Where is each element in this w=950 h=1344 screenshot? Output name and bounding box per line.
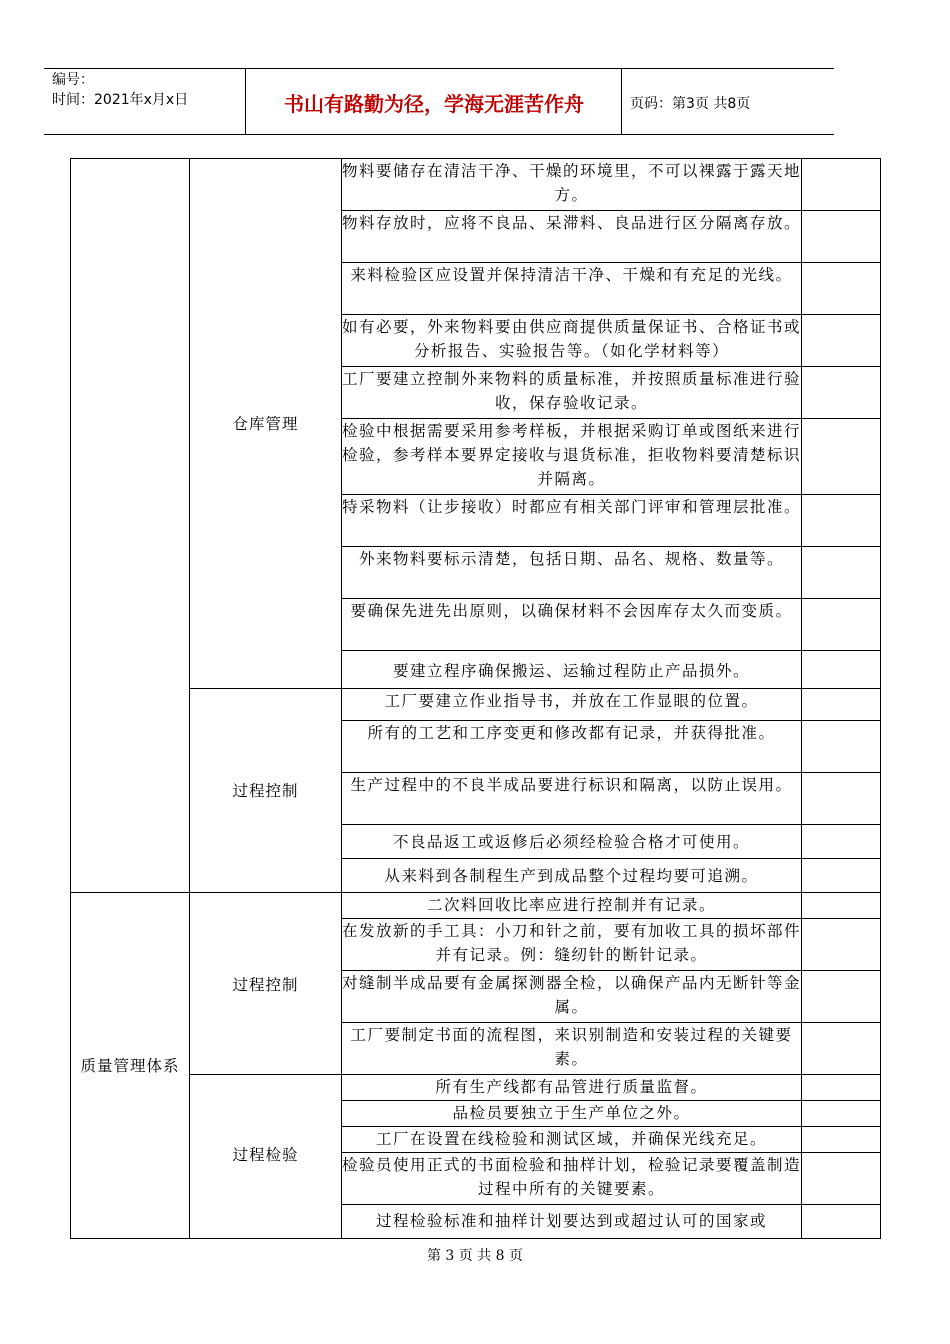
table-row bbox=[71, 689, 881, 721]
checklist-item: 检验中根据需要采用参考样板，并根据采购订单或图纸来进行检验，参考样本要界定接收与退货标准，拒收物料要清楚标识并隔离。 bbox=[342, 419, 802, 495]
quality-checklist-table bbox=[70, 158, 881, 1239]
header-page-number: 页码：第3页 共8页 bbox=[630, 96, 751, 112]
remark-cell bbox=[802, 367, 881, 419]
checklist-item: 在发放新的手工具：小刀和针之前，要有加收工具的损坏部件并有记录。例：缝纫针的断针记录。 bbox=[342, 919, 802, 971]
checklist-item: 物料要储存在清洁干净、干燥的环境里，不可以裸露于露天地方。 bbox=[342, 159, 802, 211]
checklist-item: 检验员使用正式的书面检验和抽样计划，检验记录要覆盖制造过程中所有的关键要素。 bbox=[342, 1153, 802, 1205]
section-label-warehouse: 仓库管理 bbox=[190, 159, 342, 689]
remark-cell bbox=[802, 651, 881, 689]
header-bottom-rule bbox=[44, 134, 834, 135]
section-label-process-inspection: 过程检验 bbox=[190, 1075, 342, 1239]
remark-cell bbox=[802, 159, 881, 211]
remark-cell bbox=[802, 1023, 881, 1075]
checklist-item: 对缝制半成品要有金属探测器全检，以确保产品内无断针等金属。 bbox=[342, 971, 802, 1023]
checklist-item: 物料存放时，应将不良品、呆滞料、良品进行区分隔离存放。 bbox=[342, 211, 802, 263]
remark-cell bbox=[802, 547, 881, 599]
remark-cell bbox=[802, 721, 881, 773]
checklist-item: 二次料回收比率应进行控制并有记录。 bbox=[342, 893, 802, 919]
checklist-item: 来料检验区应设置并保持清洁干净、干燥和有充足的光线。 bbox=[342, 263, 802, 315]
checklist-item: 品检员要独立于生产单位之外。 bbox=[342, 1101, 802, 1127]
header-top-rule bbox=[44, 68, 834, 69]
remark-cell bbox=[802, 495, 881, 547]
checklist-item: 外来物料要标示清楚，包括日期、品名、规格、数量等。 bbox=[342, 547, 802, 599]
document-number-label: 编号： bbox=[52, 72, 94, 88]
checklist-item: 工厂在设置在线检验和测试区域，并确保光线充足。 bbox=[342, 1127, 802, 1153]
category-cell bbox=[71, 159, 190, 893]
header-slogan: 书山有路勤为径，学海无涯苦作舟 bbox=[284, 92, 584, 116]
checklist-item: 过程检验标准和抽样计划要达到或超过认可的国家或 bbox=[342, 1205, 802, 1239]
remark-cell bbox=[802, 211, 881, 263]
section-label-process-control: 过程控制 bbox=[190, 689, 342, 893]
checklist-item: 工厂要制定书面的流程图，来识别制造和安装过程的关键要素。 bbox=[342, 1023, 802, 1075]
table-row bbox=[71, 159, 881, 211]
checklist-item: 从来料到各制程生产到成品整个过程均要可追溯。 bbox=[342, 859, 802, 893]
remark-cell bbox=[802, 825, 881, 859]
checklist-item: 所有的工艺和工序变更和修改都有记录，并获得批准。 bbox=[342, 721, 802, 773]
checklist-item: 不良品返工或返修后必须经检验合格才可使用。 bbox=[342, 825, 802, 859]
remark-cell bbox=[802, 1101, 881, 1127]
checklist-item: 特采物料（让步接收）时都应有相关部门评审和管理层批准。 bbox=[342, 495, 802, 547]
remark-cell bbox=[802, 599, 881, 651]
remark-cell bbox=[802, 919, 881, 971]
remark-cell bbox=[802, 1075, 881, 1101]
section-label-process-control: 过程控制 bbox=[190, 893, 342, 1075]
table-row bbox=[71, 1075, 881, 1101]
page-footer: 第 3 页 共 8 页 bbox=[426, 1248, 524, 1264]
remark-cell bbox=[802, 893, 881, 919]
checklist-item: 工厂要建立作业指导书，并放在工作显眼的位置。 bbox=[342, 689, 802, 721]
checklist-item: 生产过程中的不良半成品要进行标识和隔离，以防止误用。 bbox=[342, 773, 802, 825]
remark-cell bbox=[802, 1127, 881, 1153]
remark-cell bbox=[802, 1205, 881, 1239]
checklist-item: 工厂要建立控制外来物料的质量标准，并按照质量标准进行验收，保存验收记录。 bbox=[342, 367, 802, 419]
remark-cell bbox=[802, 315, 881, 367]
checklist-item: 如有必要，外来物料要由供应商提供质量保证书、合格证书或分析报告、实验报告等。（如化学材料等） bbox=[342, 315, 802, 367]
remark-cell bbox=[802, 1153, 881, 1205]
remark-cell bbox=[802, 971, 881, 1023]
remark-cell bbox=[802, 263, 881, 315]
remark-cell bbox=[802, 859, 881, 893]
table-row bbox=[71, 893, 881, 919]
checklist-item: 所有生产线都有品管进行质量监督。 bbox=[342, 1075, 802, 1101]
remark-cell bbox=[802, 419, 881, 495]
remark-cell bbox=[802, 773, 881, 825]
document-time-label: 时间：2021年x月x日 bbox=[52, 92, 189, 108]
checklist-item: 要确保先进先出原则，以确保材料不会因库存太久而变质。 bbox=[342, 599, 802, 651]
checklist-item: 要建立程序确保搬运、运输过程防止产品损外。 bbox=[342, 651, 802, 689]
remark-cell bbox=[802, 689, 881, 721]
category-cell-quality-system: 质量管理体系 bbox=[71, 893, 190, 1239]
